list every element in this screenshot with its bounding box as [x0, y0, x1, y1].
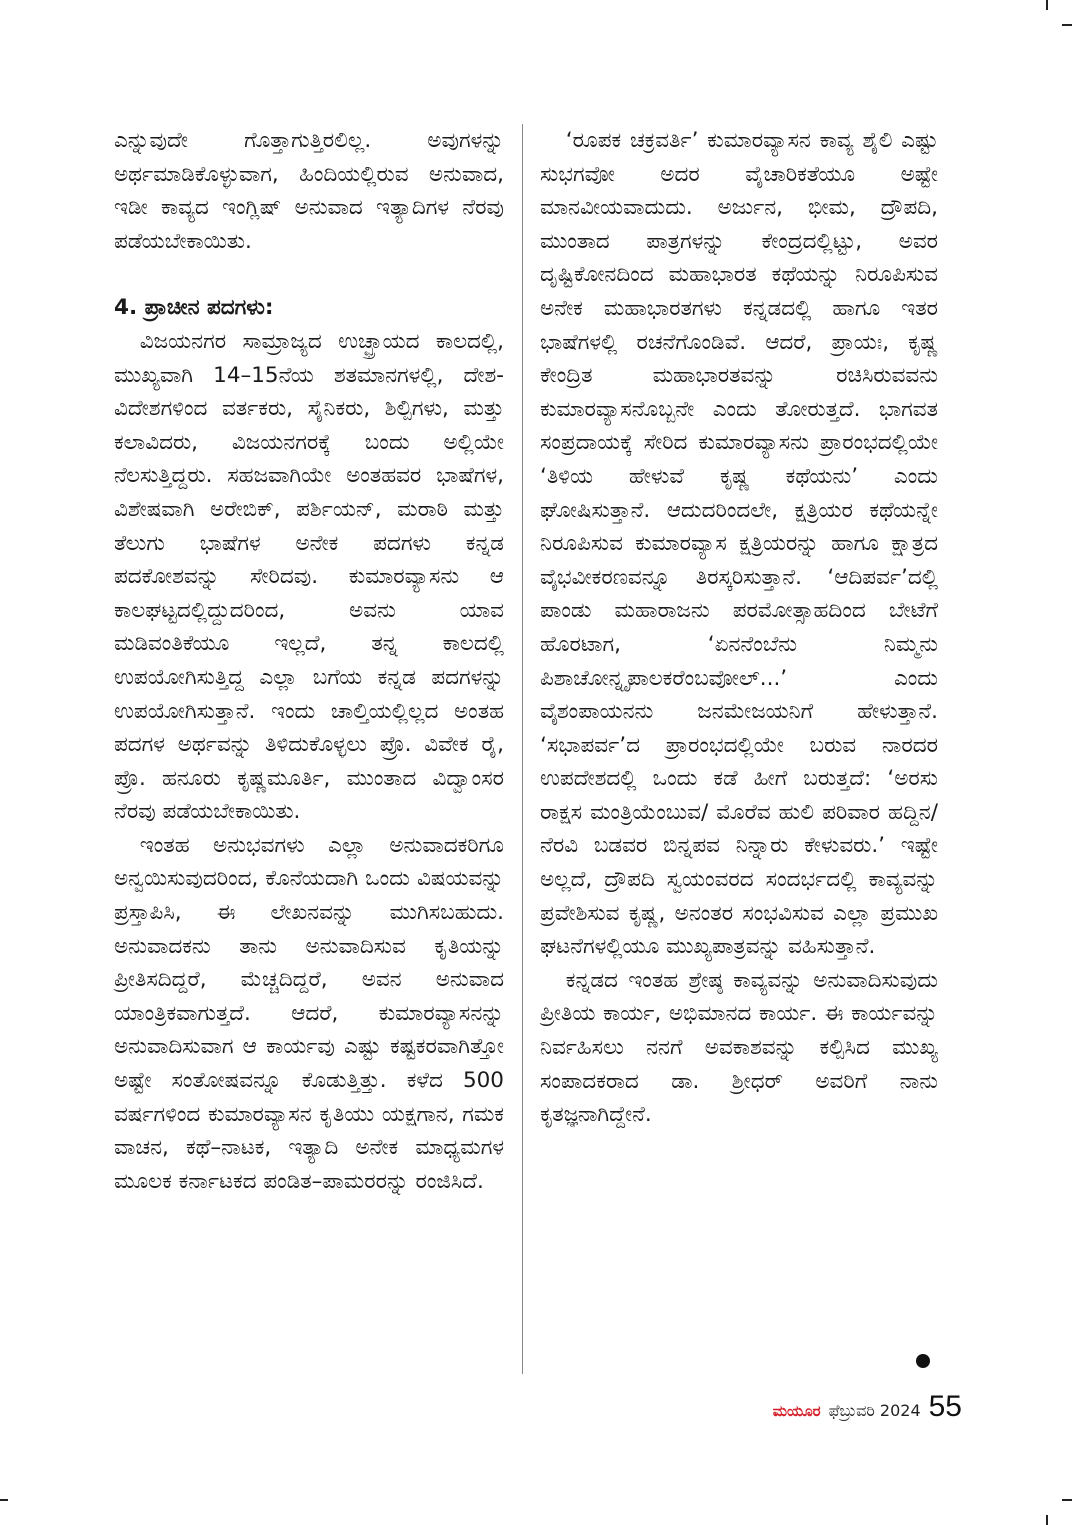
page-number: 55: [928, 1390, 962, 1423]
crop-mark: [1062, 24, 1072, 26]
crop-mark: [1046, 0, 1048, 10]
paragraph: ಕನ್ನಡದ ಇಂತಹ ಶ್ರೇಷ್ಠ ಕಾವ್ಯವನ್ನು ಅನುವಾದಿಸುವುದು ಪ್ರೀತಿಯ ಕಾರ್ಯ, ಅಭಿಮಾನದ ಕಾರ್ಯ. ಈ ಕಾರ್ಯವನ್ನು ನಿರ್ವಹಿಸಲು ನನಗೆ ಅವಕಾಶವನ್ನು ಕಲ್ಪಿಸಿದ ಮುಖ್ಯ ಸಂಪಾದಕರಾದ ಡಾ. ಶ್ರೀಧರ್ ಅವರಿಗೆ ನಾನು ಕೃತಜ್ಞನಾಗಿದ್ದೇನೆ.: [540, 967, 938, 1128]
crop-mark: [0, 1499, 8, 1501]
paragraph: ಎನ್ನುವುದೇ ಗೊತ್ತಾಗುತ್ತಿರಲಿಲ್ಲ. ಅವುಗಳನ್ನು ಅರ್ಥಮಾಡಿಕೊಳ್ಳುವಾಗ, ಹಿಂದಿಯಲ್ಲಿರುವ ಅನುವಾದ, ಇಡೀ ಕಾವ್ಯದ ಇಂಗ್ಲಿಷ್ ಅನುವಾದ ಇತ್ಯಾದಿಗಳ ನೆರವು ಪಡೆಯಬೇಕಾಯಿತು.: [114, 128, 504, 254]
crop-mark: [1062, 1499, 1072, 1501]
issue-date: ಫೆಬ್ರುವರಿ 2024: [828, 1401, 921, 1420]
right-column: [540, 124, 938, 1132]
column-divider: [522, 124, 523, 1374]
page-footer: [773, 1390, 962, 1424]
crop-mark: [1046, 1515, 1048, 1525]
section-heading: 4. ಪ್ರಾಚೀನ ಪದಗಳು:: [114, 295, 274, 321]
paragraph: ‘ರೂಪಕ ಚಕ್ರವರ್ತಿ’ ಕುಮಾರವ್ಯಾಸನ ಕಾವ್ಯ ಶೈಲಿ ಎಷ್ಟು ಸುಭಗವೋ ಅದರ ವೈಚಾರಿಕತೆಯೂ ಅಷ್ಟೇ ಮಾನವೀಯವಾದುದು. ಅರ್ಜುನ, ಭೀಮ, ದ್ರೌಪದಿ, ಮುಂತಾದ ಪಾತ್ರಗಳನ್ನು ಕೇಂದ್ರದಲ್ಲಿಟ್ಟು, ಅವರ ದೃಷ್ಟಿಕೋನದಿಂದ ಮಹಾಭಾರತ ಕಥೆಯನ್ನು ನಿರೂಪಿಸುವ ಅನೇಕ ಮಹಾಭಾರತಗಳು ಕನ್ನಡದಲ್ಲಿ ಹಾಗೂ ಇತರ ಭಾಷೆಗಳಲ್ಲಿ ರಚನೆಗೊಂಡಿವೆ. ಆದರೆ, ಪ್ರಾಯಃ, ಕೃಷ್ಣ ಕೇಂದ್ರಿತ ಮಹಾಭಾರತವನ್ನು ರಚಿಸಿರುವವನು ಕುಮಾರವ್ಯಾಸನೊಬ್ಬನೇ ಎಂದು ತೋರುತ್ತದೆ. ಭಾಗವತ ಸಂಪ್ರದಾಯಕ್ಕೆ ಸೇರಿದ ಕುಮಾರವ್ಯಾಸನು ಪ್ರಾರಂಭದಲ್ಲಿಯೇ ‘ತಿಳಿಯ ಹೇಳುವೆ ಕೃಷ್ಣ ಕಥೆಯನು’ ಎಂದು ಘೋಷಿಸುತ್ತಾನೆ. ಆದುದರಿಂದಲೇ, ಕ್ಷತ್ರಿಯರ ಕಥೆಯನ್ನೇ ನಿರೂಪಿಸುವ ಕುಮಾರವ್ಯಾಸ ಕ್ಷತ್ರಿಯರನ್ನು ಹಾಗೂ ಕ್ಷಾತ್ರದ ವೈಭವೀಕರಣವನ್ನೂ ತಿರಸ್ಕರಿಸುತ್ತಾನೆ. ‘ಆದಿಪರ್ವ’ದಲ್ಲಿ ಪಾಂಡು ಮಹಾರಾಜನು ಪರಮೋತ್ಸಾಹದಿಂದ ಬೇಟೆಗೆ ಹೊರಟಾಗ, ‘ಏನನೆಂಬೆನು ನಿಮ್ಮನು ಪಿಶಾಚೋನ್ನೃಪಾಲಕರೆಂಬವೋಲ್...’ ಎಂದು ವೈಶಂಪಾಯನನು ಜನಮೇಜಯನಿಗೆ ಹೇಳುತ್ತಾನೆ. ‘ಸಭಾಪರ್ವ’ದ ಪ್ರಾರಂಭದಲ್ಲಿಯೇ ಬರುವ ನಾರದರ ಉಪದೇಶದಲ್ಲಿ ಒಂದು ಕಡೆ ಹೀಗೆ ಬರುತ್ತದೆ: ‘ಅರಸು ರಾಕ್ಷಸ ಮಂತ್ರಿಯೆಂಬುವ/ ಮೊರೆವ ಹುಲಿ ಪರಿವಾರ ಹದ್ದಿನ/ ನೆರವಿ ಬಡವರ ಬಿನ್ನಪವ ನಿನ್ನಾರು ಕೇಳುವರು.’ ಇಷ್ಟೇ ಅಲ್ಲದೆ, ದ್ರೌಪದಿ ಸ್ವಯಂವರದ ಸಂದರ್ಭದಲ್ಲಿ ಕಾವ್ಯವನ್ನು ಪ್ರವೇಶಿಸುವ ಕೃಷ್ಣ, ಅನಂತರ ಸಂಭವಿಸುವ ಎಲ್ಲಾ ಪ್ರಮುಖ ಘಟನೆಗಳಲ್ಲಿಯೂ ಮುಖ್ಯಪಾತ್ರವನ್ನು ವಹಿಸುತ್ತಾನೆ.: [540, 128, 938, 960]
left-column: [114, 124, 504, 1198]
paragraph: ಇಂತಹ ಅನುಭವಗಳು ಎಲ್ಲಾ ಅನುವಾದಕರಿಗೂ ಅನ್ವಯಿಸುವುದರಿಂದ, ಕೊನೆಯದಾಗಿ ಒಂದು ವಿಷಯವನ್ನು ಪ್ರಸ್ತಾಪಿಸಿ, ಈ ಲೇಖನವನ್ನು ಮುಗಿಸಬಹುದು. ಅನುವಾದಕನು ತಾನು ಅನುವಾದಿಸುವ ಕೃತಿಯನ್ನು ಪ್ರೀತಿಸದಿದ್ದರೆ, ಮೆಚ್ಚದಿದ್ದರೆ, ಅವನ ಅನುವಾದ ಯಾಂತ್ರಿಕವಾಗುತ್ತದೆ. ಆದರೆ, ಕುಮಾರವ್ಯಾಸನನ್ನು ಅನುವಾದಿಸುವಾಗ ಆ ಕಾರ್ಯವು ಎಷ್ಟು ಕಷ್ಟಕರವಾಗಿತ್ತೋ ಅಷ್ಟೇ ಸಂತೋಷವನ್ನೂ ಕೊಡುತ್ತಿತ್ತು. ಕಳೆದ 500 ವರ್ಷಗಳಿಂದ ಕುಮಾರವ್ಯಾಸನ ಕೃತಿಯು ಯಕ್ಷಗಾನ, ಗಮಕ ವಾಚನ, ಕಥೆ–ನಾಟಕ, ಇತ್ಯಾದಿ ಅನೇಕ ಮಾಧ್ಯಮಗಳ ಮೂಲಕ ಕರ್ನಾಟಕದ ಪಂಡಿತ–ಪಾಮರರನ್ನು ರಂಜಿಸಿದೆ.: [114, 832, 504, 1194]
paragraph: ವಿಜಯನಗರ ಸಾಮ್ರಾಜ್ಯದ ಉಚ್ಛ್ರಾಯದ ಕಾಲದಲ್ಲಿ, ಮುಖ್ಯವಾಗಿ 14–15ನೆಯ ಶತಮಾನಗಳಲ್ಲಿ, ದೇಶ-ವಿದೇಶಗಳಿಂದ ವರ್ತಕರು, ಸೈನಿಕರು, ಶಿಲ್ಪಿಗಳು, ಮತ್ತು ಕಲಾವಿದರು, ವಿಜಯನಗರಕ್ಕೆ ಬಂದು ಅಲ್ಲಿಯೇ ನೆಲಸುತ್ತಿದ್ದರು. ಸಹಜವಾಗಿಯೇ ಅಂತಹವರ ಭಾಷೆಗಳ, ವಿಶೇಷವಾಗಿ ಅರೇಬಿಕ್, ಪರ್ಶಿಯನ್, ಮರಾಠಿ ಮತ್ತು ತೆಲುಗು ಭಾಷೆಗಳ ಅನೇಕ ಪದಗಳು ಕನ್ನಡ ಪದಕೋಶವನ್ನು ಸೇರಿದವು. ಕುಮಾರವ್ಯಾಸನು ಆ ಕಾಲಘಟ್ಟದಲ್ಲಿದ್ದುದರಿಂದ, ಅವನು ಯಾವ ಮಡಿವಂತಿಕೆಯೂ ಇಲ್ಲದೆ, ತನ್ನ ಕಾಲದಲ್ಲಿ ಉಪಯೋಗಿಸುತ್ತಿದ್ದ ಎಲ್ಲಾ ಬಗೆಯ ಕನ್ನಡ ಪದಗಳನ್ನು ಉಪಯೋಗಿಸುತ್ತಾನೆ. ಇಂದು ಚಾಲ್ತಿಯಲ್ಲಿಲ್ಲದ ಅಂತಹ ಪದಗಳ ಅರ್ಥವನ್ನು ತಿಳಿದುಕೊಳ್ಳಲು ಪ್ರೊ. ವಿವೇಕ ರೈ, ಪ್ರೊ. ಹನೂರು ಕೃಷ್ಣಮೂರ್ತಿ, ಮುಂತಾದ ವಿದ್ವಾಂಸರ ನೆರವು ಪಡೆಯಬೇಕಾಯಿತು.: [114, 328, 504, 825]
magazine-logo: ಮಯೂರ: [772, 1402, 821, 1420]
end-of-article-bullet-icon: [916, 1354, 930, 1368]
